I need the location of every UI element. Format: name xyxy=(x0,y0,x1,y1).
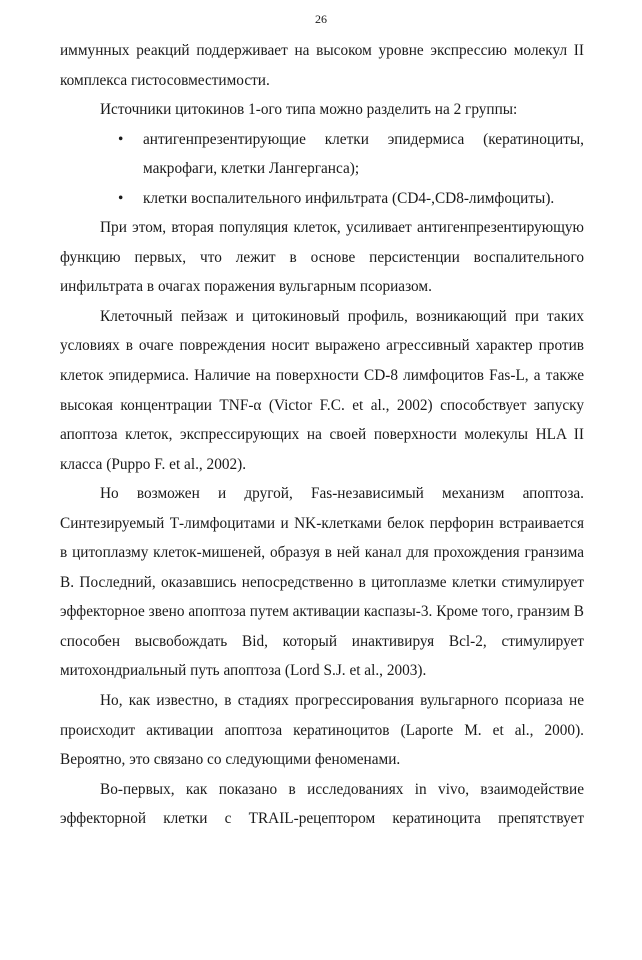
paragraph-no-apoptosis: Но, как известно, в стадиях прогрессирования вульгарного псориаза не происходит активации апоптоза кератиноцитов (Laporte M. et al., 2000). Вероятно, это связано со следующими феноменами. xyxy=(60,692,584,769)
bullet-item-1-text: антигенпрезентирующие клетки эпидермиса (кератиноциты, макрофаги, клетки Лангерганса); xyxy=(143,130,584,178)
bullet-item-1 xyxy=(60,125,584,184)
paragraph-continuation: иммунных реакций поддерживает на высоком уровне экспрессию молекул II комплекса гистосовместимости. xyxy=(60,42,584,89)
paragraph-second-population: При этом, вторая популяция клеток, усиливает антигенпрезентирующую функцию первых, что лежит в основе персистенции воспалительного инфильтрата в очагах поражения вульгарным псориазом. xyxy=(60,219,584,296)
paragraph-cytokine-sources: Источники цитокинов 1-ого типа можно разделить на 2 группы: xyxy=(100,101,518,119)
bullet-item-2-text: клетки воспалительного инфильтрата (CD4-,CD8-лимфоциты). xyxy=(143,189,555,207)
body-text xyxy=(60,36,584,834)
paragraph-fas-independent: Но возможен и другой, Fas-независимый механизм апоптоза. Синтезируемый Т-лимфоцитами и NK-клетками белок перфорин встраивается в цитоплазму клеток-мишеней, образуя в ней канал для прохождения гранзима В. Последний, оказавшись непосредственно в цитоплазме клетки стимулирует эффекторное звено апоптоза путем активации каспазы-3. Кроме того, гранзим В способен высвобождать Bid, который инактивируя Bcl-2, стимулирует митохондриальный путь апоптоза (Lord S.J. et al., 2003). xyxy=(60,485,584,680)
paragraph-cellular-landscape: Клеточный пейзаж и цитокиновый профиль, возникающий при таких условиях в очаге повреждения носит выражено агрессивный характер против клеток эпидермиса. Наличие на поверхности CD-8 лимфоцитов Fas-L, а также высокая концентрации TNF-α (Victor F.C. et al., 2002) способствует запуску апоптоза клеток, экспрессирующих на своей поверхности молекулы HLA II класса (Puppo F. et al., 2002). xyxy=(60,307,584,473)
bullet-item-2 xyxy=(60,184,584,214)
paragraph-firstly: Во-первых, как показано в исследованиях in vivo, взаимодействие эффекторной клетки с TRAIL-рецептором кератиноцита препятствует xyxy=(60,780,584,828)
bullet-icon: • xyxy=(118,189,124,207)
bullet-icon: • xyxy=(118,130,124,148)
page-number: 26 xyxy=(315,12,327,26)
